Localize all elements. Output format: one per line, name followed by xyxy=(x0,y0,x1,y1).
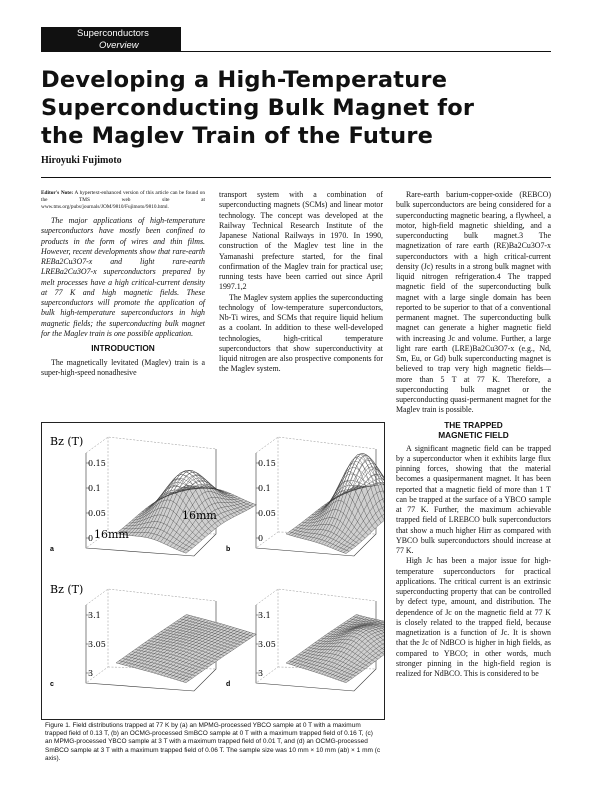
panel-a-tick-3: 0 xyxy=(88,534,94,543)
intro-paragraph-1-continued: transport system with a combination of superconducting magnets (SCMs) and linear motor technology. The concept was developed at the Railway Technical Research Institute of the Japanese National Railways in 1970. In 1990, construction of the Maglev test line in the Yamanashi prefecture started, for the final confirmation of the Maglev train for practical use; running tests have been carried out since April 1997.1,2 xyxy=(219,190,383,292)
editors-note-label: Editor's Note: xyxy=(41,190,74,196)
surface-fill xyxy=(116,615,256,683)
panel-c-tick-2: 3 xyxy=(88,669,94,678)
intro-paragraph-1: The magnetically levitated (Maglev) train is a super-high-speed nonadhesive xyxy=(41,358,205,378)
author-name: Hiroyuki Fujimoto xyxy=(41,155,122,166)
right-column xyxy=(396,190,551,679)
panel-d-tick-1: 3.05 xyxy=(258,640,276,649)
editors-note-text: A hypertext-enhanced version of this article can be found on the TMS web site at www.tms.org/pubs/journals/JOM/9810/Fujimoto/9810.html. xyxy=(41,190,205,210)
panel-a-tick-0: 0.15 xyxy=(88,459,106,468)
panel-b-tick-3: 0 xyxy=(258,534,264,543)
left-column xyxy=(41,190,205,389)
intro-paragraph-2: The Maglev system applies the superconducting technology of low-temperature superconductors, Nb-Ti wires, and SCMs that require liquid helium as a coolant. In addition to these well-developed technologies, high-critical temperature superconductors that show superconductivity at liquid nitrogen are also prospective components for the Maglev system. xyxy=(219,292,383,374)
title-line-1: Developing a High-Temperature xyxy=(41,67,448,93)
panel-label-b: b xyxy=(226,546,231,553)
figure-caption: Figure 1. Field distributions trapped at 77 K by (a) an MPMG-processed YBCO sample at 0 T with a maximum trapped field of 0.13 T, (b) an OCMG-processed SmBCO sample at 0 T with a maximum trapped field of 0.16 T, (c) an MPMG-processed YBCO sample at 3 T with a maximum trapped field of 0.01 T, and (d) an OCMG-processed SmBCO sample at 3 T with a maximum trapped field of 0.06 T. The sample size was 10 mm × 10 mm (ab) × 1 mm (c axis). xyxy=(45,722,381,762)
panel-d xyxy=(256,589,384,691)
introduction-heading: INTRODUCTION xyxy=(91,343,155,353)
panel-c xyxy=(86,589,256,691)
panel-b-tick-2: 0.05 xyxy=(258,509,276,518)
dimension-label-y: 16mm xyxy=(94,528,129,541)
abstract: The major applications of high-temperature superconductors have mostly been confined to products in the form of wires and thin films. However, recent developments show that rare-earth REBa2Cu3O7-x and light rare-earth LREBa2Cu3O7-x superconductors prepared by melt processes have a high critical-current density at 77 K and high magnetic fields. These superconductors will promote the application of bulk high-temperature superconductors in high magnetic fields; the superconducting bulk magnet for the Maglev train is one possible application. xyxy=(41,216,205,338)
trapped-field-heading-line-2: MAGNETIC FIELD xyxy=(438,429,509,440)
right-paragraph-3: High Jc has been a major issue for high-temperature superconductors for practical applications. The critical current is an extrinsic superconducting property that can be controlled by defect type, amount, and distribution. The dependence of Jc on the magnetic field at 77 K is closely related to the trapped field, because magnetization is a function of Jc. It is shown that the Jc of NdBCO is higher in high fields, as compared to YBCO; in other words, much stronger pinning in the high-field region is realized for NdBCO. This is considered to be xyxy=(396,556,551,678)
header-rule xyxy=(181,51,551,52)
panel-label-a: a xyxy=(50,546,54,553)
panel-b xyxy=(256,437,384,556)
right-paragraph-1: Rare-earth barium-copper-oxide (REBCO) bulk superconductors are being considered for a superconducting magnetic bearing, a flywheel, a motor, high-field magnetic shielding, and a superconducting bulk magnet.3 The magnetization of rare earth (RE)Ba2Cu3O7-x superconductors with a high critical-current density (Jc) results in a strong bulk magnet with liquid nitrogen refrigeration.4 The trapped magnetic field of the superconducting bulk magnet with a large single domain has been reported to be superior to that of a conventional permanent magnet. The superconducting bulk magnet can generate a higher magnetic field with increasing Jc and volume. Further, a large light rare earth (LRE)Ba2Cu3O7-x (e.g., Nd, Sm, Eu, or Gd) bulk superconducting magnet is believed to trap very high magnetic fields—more than 5 T at 77 K. Therefore, a superconducting bulk magnet or the superconducting quasi-permanent magnet for the Maglev train is possible. xyxy=(396,190,551,415)
surface-fill xyxy=(286,485,384,554)
title-line-2: Superconducting Bulk Magnet for xyxy=(41,95,475,121)
author-rule xyxy=(41,177,551,178)
panel-label-c: c xyxy=(50,681,54,688)
editors-note xyxy=(41,190,205,211)
surface-fill xyxy=(286,614,384,682)
trapped-field-heading xyxy=(396,420,551,440)
panel-b-tick-0: 0.15 xyxy=(258,459,276,468)
dimension-label-x: 16mm xyxy=(182,509,217,522)
panel-a-tick-2: 0.05 xyxy=(88,509,106,518)
axis-label-bz-bottom: Bz (T) xyxy=(50,583,84,596)
panel-d-tick-0: 3.1 xyxy=(258,611,271,620)
figure-plots xyxy=(42,423,384,719)
middle-column xyxy=(219,190,383,375)
axis-label-bz-top: Bz (T) xyxy=(50,435,84,448)
header-section-label: Superconductors xyxy=(77,28,149,39)
trapped-field-heading-line-1: THE TRAPPED xyxy=(444,419,503,430)
header-subsection-label: Overview xyxy=(99,40,139,51)
article-title xyxy=(41,66,541,150)
title-line-3: the Maglev Train of the Future xyxy=(41,123,434,149)
panel-c-tick-0: 3.1 xyxy=(88,611,101,620)
panel-d-tick-2: 3 xyxy=(258,669,264,678)
panel-label-d: d xyxy=(226,681,231,688)
panel-a-tick-1: 0.1 xyxy=(88,484,101,493)
right-paragraph-2: A significant magnetic field can be trapped by a superconductor when it exhibits large flux pinning forces, showing that the material becomes a quasipermanent magnet. It has been reported that a magnetic field of more than 1 T can be trapped at the surface of a YBCO sample at 77 K. Further, the maximum achievable trapped field of LREBCO bulk superconductors that show a much higher Hirr as compared with YBCO bulk superconductors should increase at 77 K. xyxy=(396,443,551,555)
figure-1 xyxy=(41,422,385,720)
panel-b-tick-1: 0.1 xyxy=(258,484,271,493)
panel-c-tick-1: 3.05 xyxy=(88,640,106,649)
